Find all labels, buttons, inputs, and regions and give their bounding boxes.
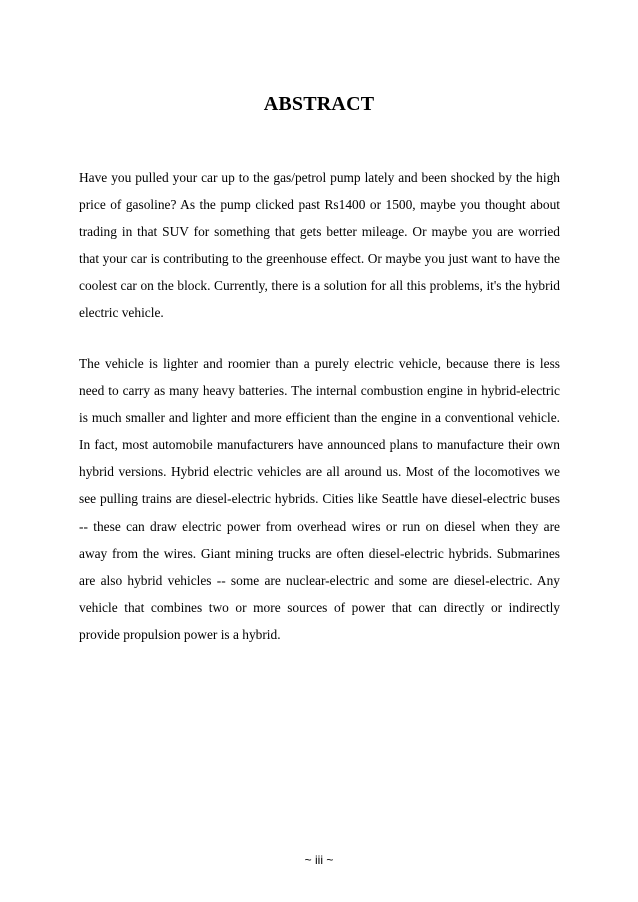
abstract-paragraph-1: Have you pulled your car up to the gas/petrol pump lately and been shocked by the high price of gasoline? As the pump clicked past Rs1400 or 1500, maybe you thought about trading in that SUV for something that gets better mileage. Or maybe you are worried that your car is contributing to the greenhouse effect. Or maybe you just want to have the coolest car on the block. Currently, there is a solution for all this problems, it's the hybrid electric vehicle.: [79, 170, 560, 321]
page-title: ABSTRACT: [263, 93, 375, 116]
page-number: ~ iii ~: [304, 853, 334, 867]
abstract-paragraph-2: The vehicle is lighter and roomier than a purely electric vehicle, because there is less need to carry as many heavy batteries. The internal combustion engine in hybrid-electric is much smaller and lighter and more efficient than the engine in a conventional vehicle. In fact, most automobile manufacturers have announced plans to manufacture their own hybrid versions. Hybrid electric vehicles are all around us. Most of the locomotives we see pulling trains are diesel-electric hybrids. Cities like Seattle have diesel-electric buses -- these can draw electric power from overhead wires or run on diesel when they are away from the wires. Giant mining trucks are often diesel-electric hybrids. Submarines are also hybrid vehicles -- some are nuclear-electric and some are diesel-electric. Any vehicle that combines two or more sources of power that can directly or indirectly provide propulsion power is a hybrid.: [79, 356, 560, 642]
